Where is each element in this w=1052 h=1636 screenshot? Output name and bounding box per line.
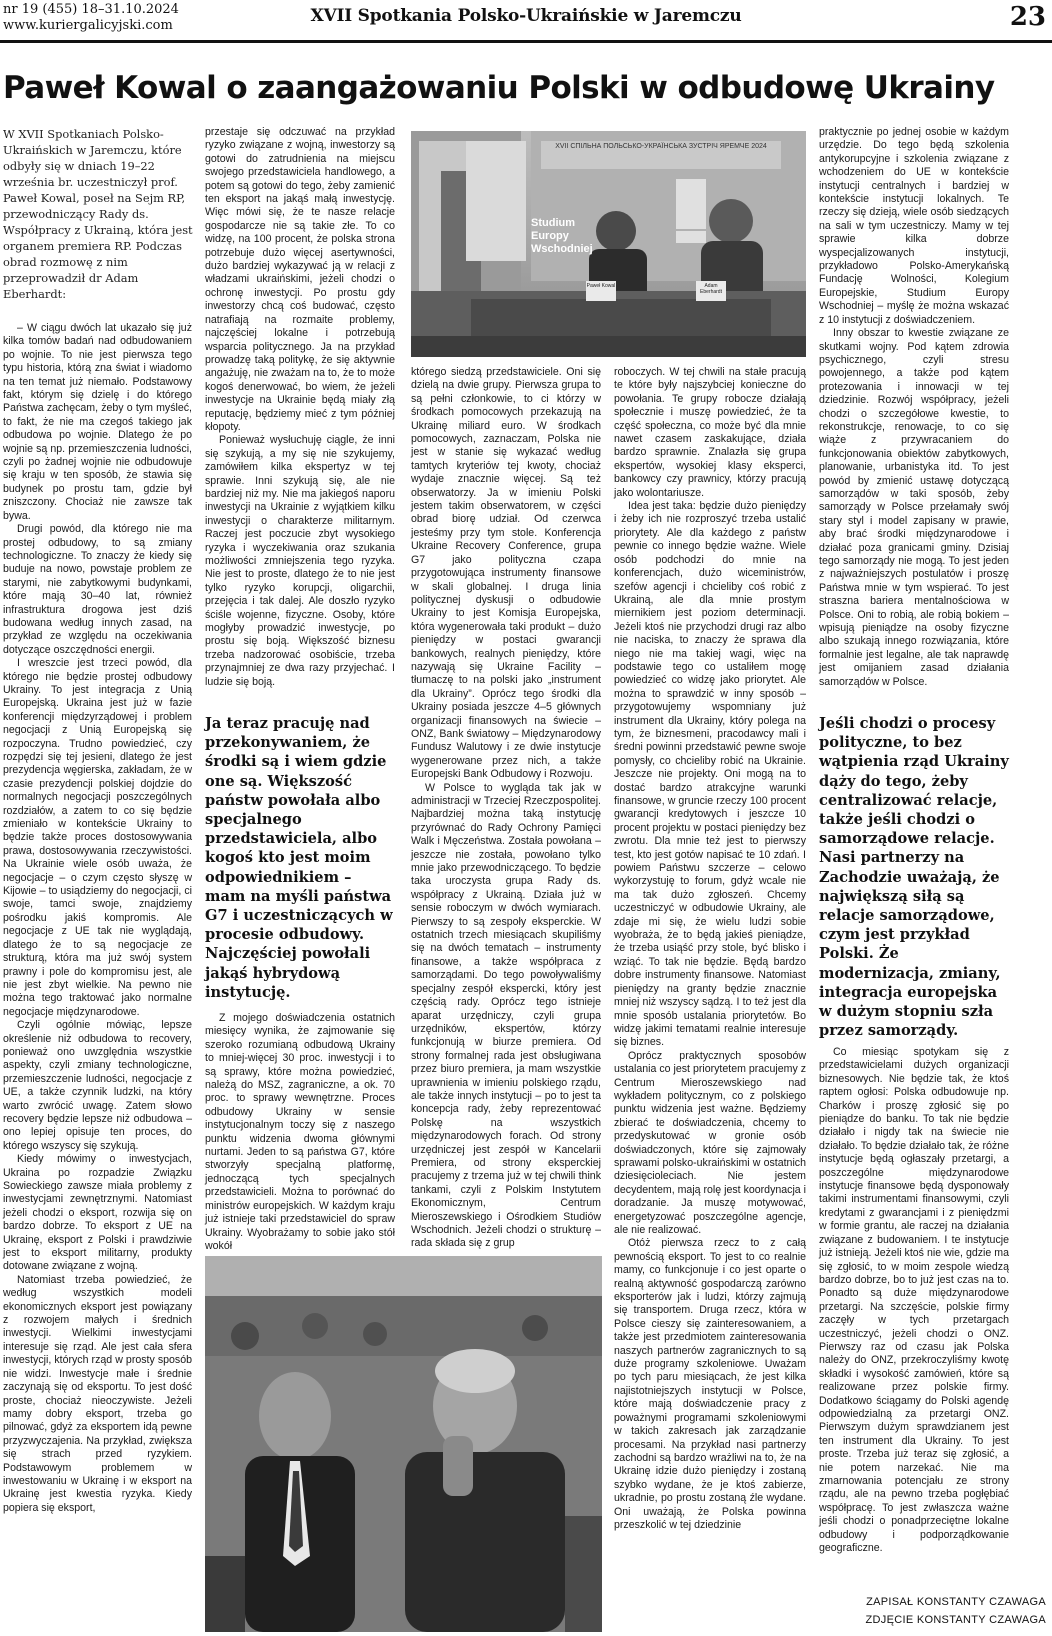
article-column-3 [411, 366, 601, 1256]
article-column-5-continued [819, 1046, 1009, 1588]
paragraph: Drugi powód, dla którego nie ma prostej odbudowy, to są zmiany technologiczne. To znaczy że kiedy się buduje na nowo, powstaje problem ze starymi, nie zabytkowymi budynkami, które mają 30–40 lat, również infrastruktura drogowa jest dziś budowana według innych zasad, na przykład ze względu na oczekiwania dotyczące oszczędności energii. [3, 523, 192, 656]
paragraph: praktycznie po jednej osobie w każdym urzędzie. Do tego będą szkolenia antykorupcyjne i szkolenia związane z wchodzeniem do UE w kontekście instytucji centralnych i bardziej w kontekście instytucji lokalnych. Te rzeczy się dzieją, wiele osób siedzących na sali w tym uczestniczy. Mamy w tej sprawie kilka dobrze wyspecjalizowanych instytucji, przykładowo Polsko-Amerykańską Fundację Wolności, Kolegium Europejskie, Studium Europy Wschodniej – myślę że można wskazać z 10 instytucji z doświadczeniem. [819, 126, 1009, 326]
paragraph: Oprócz praktycznych sposobów ustalania co jest priorytetem pracujemy z Centrum Mieroszewskiego nad wykładem politycznym, co z polskiego punktu widzenia jest ważne. Będziemy zbierać te doświadczenia, chcemy to przedyskutować w gronie osób doświadczonych, które się zajmowały sprawami polsko-ukraińskimi w ostatnich dziesięcioleciach. Nie jestem decydentem, mają rolę jest koordynacja i doradzanie. Ja muszę motywować, energetyzować poszczególne agencje, ale nie realizować. [614, 1049, 806, 1236]
wall-text: XVII СПІЛЬНА ПОЛЬСЬКО-УКРАЇНСЬКА ЗУСТРІЧ ЯРЕМЧЕ 2024 [555, 143, 767, 150]
banner-text: Studium Europy Wschodniej [531, 217, 593, 255]
paragraph: Z mojego doświadczenia ostatnich miesięcy wynika, że zajmowanie się szeroko rozumianą odbudową Ukrainy to mniej-więcej 30 proc. inwestycji i to są sprawy, które można powiedzieć, należą do MSZ, zagraniczne, a ok. 70 proc. to sprawy wewnętrzne. Proces odbudowy Ukrainy w sensie instytucjonalnym toczy się z naszego punktu widzenia dwoma głównymi nurtami. Jeden to są państwa G7, które stworzyły specjalną platformę, jednoczącą tych specjalnych przedstawicieli. Można to porównać do ministrów europejskich. W każdym kraju już istnieje taki przedstawiciel do spraw Ukrainy. Wyobrażamy to sobie jako stół wokół [205, 1012, 395, 1252]
pull-quote-2: Jeśli chodzi o procesy polityczne, to bez wątpienia rząd Ukrainy dąży do tego, żeby centralizować relacje, także jeśli chodzi o samorządowe relacje. Nasi partnerzy na Zachodzie uważają, że największą siłą są relacje samorządowe, czym jest przykład Polski. Że modernizacja, zmiany, integracja europejska w dużym stopniu szła przez samorządy. [819, 715, 1009, 1040]
article-column-1 [3, 322, 192, 1634]
photo-credit: ZDJĘCIE KONSTANTY CZAWAGA [865, 1614, 1046, 1626]
conference-photo [411, 131, 806, 357]
nameplate-left: Paweł Kowal [586, 283, 616, 289]
section-title: XVII Spotkania Polsko-Ukraińskie w Jaremczu [310, 6, 742, 26]
paragraph: I wreszcie jest trzeci powód, dla którego nie będzie prostej odbudowy Ukrainy. To jest integracja z Unią Europejską. Ukraina jest już w fazie konferencji międzyrządowej i problem negocjacji z Unią Europejską się rozpoczyna. Trudno powiedzieć, czy rozpędzi się tej jesieni, dlatego że jest prezydencja węgierska, zakładam, że w czasie prezydencji polskiej dojdzie do normalnych negocjacji poszczególnych rozdziałów, a zatem to co się będzie zmieniało w kontekście Ukrainy to będzie także proces dostosowywania prawa, dostosowywania rzeczywistości. Na Ukrainie wiele osób uważa, że negocjacje – o czym często słyszę w Kijowie – to usiądziemy do negocjacji, ci swoje, tamci swoje, znajdziemy pośrodku jakiś kompromis. Ale negocjacje z UE tak nie wyglądają, dlatego że to są negocjacje ze strukturą, która ma już swój system prawny i pole do kompromisu jest, ale nie jest zbyt wielkie. Na pewno nie można tego traktować jako normalne negocjacje międzynarodowe. [3, 657, 192, 1018]
page-number: 23 [1009, 2, 1046, 32]
paragraph: Natomiast trzeba powiedzieć, że według wszystkich modeli ekonomicznych eksport jest powiązany z rozwojem małych i średnich inwestycji. Wielkimi inwestycjami interesuje się rząd. Ale jest cała sfera inwestycji, których rząd w prosty sposób nie widzi. Inwestycje małe i średnie zaczynają się od eksportu. To jest dość proste, chociaż nieoczywiste. Jeżeli mamy dobry eksport, trzeba go pilnować, gdyż za eksportem idą pewne przyzwyczajenia. Na przykład, zwiększa się strach przed ryzykiem. Podstawowym problemem w inwestowaniu w Ukrainę i w eksport na Ukrainę jest kwestia ryzyka. Kiedy popiera się eksport, [3, 1273, 192, 1514]
pull-quote-1: Ja teraz pracuję nad przekonywaniem, że środki są i wiem gdzie one są. Większość państw powołała albo specjalnego przedstawiciela, albo kogoś kto jest moim odpowiednikiem – mam na myśli państwa G7 i uczestniczących w procesie odbudowy. Najczęściej powołali jakąś hybrydową instytucję. [205, 715, 393, 1001]
paragraph: Czyli ogólnie mówiąc, lepsze określenie niż odbudowa to recovery, ponieważ ono uwzględnia wszystkie aspekty, czyli zmiany technologiczne, przemieszczenie ludności, negocjacje z UE, a także czynnik ludzki, na który warto zwrócić uwagę. Zatem słowo recovery będzie lepsze niż odbudowa – ono lepiej opisuje ten proces, do którego wszyscy się szykują. [3, 1019, 192, 1152]
article-column-5 [819, 126, 1009, 708]
audience-photo [205, 1256, 602, 1632]
paragraph: W Polsce to wygląda tak jak w administracji w Trzeciej Rzeczpospolitej. Najbardziej można taką instytucję przyrównać do Rady Ochrony Pamięci Walk i Męczeństwa. Została powołana – jeszcze nie została, powołano tylko mnie jako przewodniczącego. To będzie taka uroczysta grupa Rady ds. współpracy z Ukrainą. Działa już w sensie roboczym w dwóch wymiarach. Pierwszy to są zespoły eksperckie. W ostatnich trzech miesiącach skupiliśmy się na dwóch tematach – instrumenty finansowe, a także współpraca z samorządami. Do tego powoływaliśmy specjalny zespół ekspercki, który jest częścią rady. Oprócz tego istnieje aparat urzędniczy, czyli grupa urzędników, ekspertów, którzy funkcjonują w biurze premiera. Od strony formalnej rada jest obsługiwana przez biuro premiera, ja mam wszystkie uprawnienia w imieniu polskiego rządu, ale także innych instytucji – po to jest ta koncepcja rady, żeby reprezentować Polskę na wszystkich międzynarodowych forach. Od strony urzędniczej jest zespół w Kancelarii Premiera, od strony eksperckiej pracujemy z trzema już w tej chwili think tankami, czyli z Polskim Instytutem Ekonomicznym, Centrum Mieroszewskiego i Ośrodkiem Studiów Wschodnich. Jeżeli chodzi o strukturę – rada składa się z grup [411, 781, 601, 1250]
paragraph: Co miesiąc spotykam się z przedstawicielami dużych organizacji biznesowych. Nie będzie tak, że ktoś raptem ogłosi: Polska odbudowuje np. Charków i proszę zgłosić się po pieniądze do banku. To tak nie będzie działało i nigdy tak na świecie nie działało. To będzie działało tak, że różne instytucje będą ogłaszały przetargi, a poszczególne międzynarodowe instytucje finansowe będą dysponowały takimi instrumentami finansowymi, czyli kredytami z gwarancjami i z pieniędzmi w formie grantu, ale raczej na działania związane z budowaniem. I te instytucje już istnieją. Jeżeli ktoś nie wie, gdzie ma się zgłosić, to w moim zespole wiedzą bardzo dobrze, bo to już jest czas na to. Ponadto są duże międzynarodowe przetargi. Na szczęście, polskie firmy zaczęły w tych przetargach uczestniczyć, jeżeli chodzi o ONZ. Pierwszy raz od czasu jak Polska należy do ONZ, przekroczyliśmy kwotę składki i wysokość zamówień, które są realizowane przez polskie firmy. Dodatkowo ściągamy do Polski agendę odpowiedzialną za przetargi ONZ. Pierwszym dużym sprawdzianem jest ten instrument dla Ukrainy. To jest proste. Trzeba już teraz się zgłosić, a nie potem narzekać. Nie ma zmarnowania potencjału ze strony rządu, ale na pewno trzeba pogłębiać współpracę. To jest zwłaszcza ważne jeśli chodzi o ponadprzeciętne lokalne odbudowy i podporządkowanie geograficzne. [819, 1046, 1009, 1555]
article-headline: Paweł Kowal o zaangażowaniu Polski w odbudowę Ukrainy [3, 70, 995, 106]
paragraph: roboczych. W tej chwili na stałe pracują te które były najszybciej konieczne do powołania. Te grupy robocze działają społecznie i muszę powiedzieć, że ta część społeczna, co może być dla mnie nawet czasem zaskakujące, działa bardzo sprawnie. Znalazła się grupa ekspertów, wysokiej klasy eksperci, bankowcy czy prawnicy, którzy pracują jako wolontariusze. [614, 366, 806, 499]
paragraph: przestaje się odczuwać na przykład ryzyko związane z wojną, inwestorzy są gotowi do zatrudnienia na miejscu swojego przedstawiciela handlowego, a potem są gotowi do tego, żeby zamienić ten eksport na jakąś małą inwestycję. Więc mówi się, że te nasze relacje gospodarcze nie są takie złe. To co widzę, na 100 procent, że polska strona potrzebuje dużo więcej asertywności, dużo bardziej wykazywać ją w relacji z władzami ukraińskimi, jeżeli chodzi o ochronę inwestycji. Po prostu gdy inwestorzy chcą coś budować, często natrafiają na rozmaite problemy, najczęściej lokalne i potrzebują wsparcia politycznego. Ja na przykład prowadzę taką politykę, że się aktywnie angażuję, nie zważam na to, że to może kogoś denerwować, bo wiem, że jeżeli inwestycje na Ukrainie będą miały złą reputację, będziemy mieć z tym później kłopoty. [205, 126, 395, 433]
article-lead: W XVII Spotkaniach Polsko-Ukraińskich w Jaremczu, które odbyły się w dniach 19–22 września br. uczestniczył prof. Paweł Kowal, poseł na Sejm RP, przewodniczący Rady ds. Współpracy z Ukrainą, która jest organem premiera RP. Podczas obrad rozmowę z nim przeprowadził dr Adam Eberhardt: [3, 127, 193, 301]
nameplate-right: Adam Eberhardt [700, 283, 722, 295]
website-url[interactable]: www.kuriergalicyjski.com [3, 18, 173, 33]
paragraph: Ponieważ wysłuchuję ciągle, że inni się szykują, a my się nie szykujemy, zamówiłem kilka ekspertyz w tej sprawie. Inni szykują się, ale nie bardziej niż my. Nie ma jakiegoś naporu inwestycji na Ukrainie z wyjątkiem kilku inwestycji o charakterze militarnym. Raczej jest poczucie zbyt wysokiego ryzyka i wyczekiwania oraz szukania możliwości zmniejszenia tego ryzyka. Nie jest to proste, dlatego że to nie jest tylko ryzyko korupcji, oligarchii, przejęcia i tak dalej. Ale doszło ryzyko ściśle wojenne, fizyczne. Osoby, które mogłyby prowadzić inwestycje, po prostu się boją. Większość biznesu trzeba nadzorować osobiście, trzeba przynajmniej ze dwa razy przyjechać. I ludzie się boją. [205, 434, 395, 688]
paragraph: Inny obszar to kwestie związane ze skutkami wojny. Pod kątem zdrowia psychicznego, czyli stresu powojennego, a także pod kątem protezowania i innowacji w tej dziedzinie. Rozwój współpracy, jeżeli chodzi o szczegółowe kwestie, to rekonstrukcje, renowacje, to co się wiąże z przywracaniem do funkcjonowania obiektów zabytkowych, planowanie, urbanistyka itd. To jest powód by zmienić ustawę dotyczącą samorządów w taki sposób, żeby samorządy w Polsce przełamały swój stary styl i model zapisany w prawie, aby brać środki międzynarodowe i działać poza granicami gminy. Dzisiaj tego samorządy nie mogą. To jest jeden z najważniejszych postulatów i proszę Państwa mnie w tym wspierać. To jest straszna bariera mentalnościowa w Polsce. Oni to robią, ale robią bokiem – wpisują pieniądze na osoby fizyczne albo szukają innego rozwiązania, które formalnie jest legalne, ale tak naprawdę jest omijaniem zasad działania samorządów w Polsce. [819, 327, 1009, 688]
paragraph: Idea jest taka: będzie dużo pieniędzy i żeby ich nie rozproszyć trzeba ustalić priorytety. Ale dla każdego z państw pewnie co innego będzie ważne. Wiele osób podchodzi do mnie na konferencjach, dużo wiceministrów, szefów agencji i chcieliby coś robić z Ukrainą, ale dla mnie prostym miernikiem jest poziom determinacji. Jeżeli ktoś nie przychodzi drugi raz albo nie naciska, to znaczy że sprawa dla niego nie ma takiej wagi, więc na podstawie tego co ustaliłem mogę powiedzieć co widzę jako priorytet. Ale można to sprawdzić w inny sposób – przygotowujemy wspomniany już instrument dla Ukrainy, który polega na tym, że biznesmeni, pracodawcy mali i średni powinni przedstawić pewne swoje pomysły, co chcieliby robić na Ukrainie. Jeszcze nie projekty. Oni mogą na to dostać bardzo atrakcyjne warunki finansowe, w gruncie rzeczy 100 procent gwarancji kredytowych i jeszcze 10 procent projektu w postaci pieniędzy bez zwrotu. Dla mnie też jest to pierwszy test, kto jest gotów napisać te 10 zdań. I powiem Państwu szczerze – celowo wykorzystuję to forum, gdyż wcale nie ma tak dużo zgłoszeń. Chcemy uczestniczyć w odbudowie Ukrainy, ale zdaje mi się, że wielu ludzi sobie wyobraża, że to będą jakieś pieniądze, że trzeba usiąść przy stole, być blisko i wziąć. To tak nie będzie. Będą bardzo dobre instrumenty finansowe. Natomiast pieniędzy na granty będzie znacznie mniej niż wszyscy sądzą. I to też jest dla mnie sposób ustalania priorytetów. Bo widzę jakimi tematami realnie interesuje się biznes. [614, 500, 806, 1049]
issue-number: nr 19 (455) 18–31.10.2024 [3, 2, 179, 17]
paragraph: którego siedzą przedstawiciele. Oni się dzielą na dwie grupy. Pierwsza grupa to są pełni członkowie, to ci którzy w środkach pomocowych przekazują na Ukrainę miliard euro. W środkach pomocowych, zaznaczam, Polska nie jest w stanie się wykazać według tamtych kryteriów tej kwoty, chociaż wydaje znacznie więcej. Są też obserwatorzy. Ja w imieniu Polski jestem takim obserwatorem, w części obrad biorę udział. Od czerwca jesteśmy przy tym stole. Konferencja Ukraine Recovery Conference, grupa G7 jako polityczna czapa przygotowująca instrumenty finansowe w skali globalnej. I druga linia politycznej dyskusji o odbudowie Ukrainy to jest Komisja Europejska, która wygenerowała taki produkt – dużo pieniędzy w postaci gwarancji bankowych, realnych pieniędzy, które nazywają się Ukraine Facility – tłumaczę to na polski jako „instrument dla Ukrainy”. Oprócz tego środki dla Ukrainy posiada jeszcze 4–5 głównych organizacji finansowych na świecie – ONZ, Bank światowy – Międzynarodowy Fundusz Walutowy i ze dwie instytucje wygenerowane przez nich, a także Europejski Bank Odbudowy i Rozwoju. [411, 366, 601, 781]
article-column-2 [205, 126, 395, 708]
paragraph: Otóż pierwsza rzecz to z całą pewnością eksport. To jest to co realnie mamy, co funkcjonuje i co jest oparte o realną aktywność gospodarczą zarówno eksporterów jak i ludzi, którzy zajmują się transportem. Druga rzecz, która w Polsce cieszy się zainteresowaniem, a także jest przedmiotem zainteresowania naszych partnerów zagranicznych to są duże programy szkoleniowe. Uważam po tych paru miesiącach, że jest kilka najistotniejszych instytucji w Polsce, które mają doświadczenie pracy z poważnymi programami szkoleniowymi w takich zakresach jak zarządzanie procesami. Na przykład nasi partnerzy zachodni są bardzo wrażliwi na to, że na Ukrainę idzie dużo pieniędzy i zostaną szybko wydane, że je ktoś zabierze, ukradnie, po prostu zostaną źle wydane. Oni uważają, że Polska powinna przeszkolić w tej dziedzinie [614, 1237, 806, 1531]
article-column-2-continued [205, 1012, 395, 1252]
article-column-4 [614, 366, 806, 1634]
header-divider [0, 40, 1052, 43]
author-credit: ZAPISAŁ KONSTANTY CZAWAGA [866, 1596, 1046, 1608]
paragraph: Kiedy mówimy o inwestycjach, Ukraina po rozpadzie Związku Sowieckiego zawsze miała problemy z inwestycjami zewnętrznymi. Natomiast jeżeli chodzi o eksport, rozwija się on bardzo dobrze. To eksport z UE na Ukrainę, eksport z Polski i prawdziwie jest to eksport militarny, produkty dotowane związane z wojną. [3, 1153, 192, 1273]
paragraph: – W ciągu dwóch lat ukazało się już kilka tomów badań nad odbudowaniem po wojnie. To nie jest pierwsza tego typu historia, którą zna świat i wiadomo na ten temat już niemało. Podstawowy fakt, którym się dzielę i do którego Państwa zachęcam, żeby o tym myśleć, to fakt, że nie ma czegoś takiego jak odbudowa po wojnie. Dlatego że po wojnie są np. przemieszczenia ludności, czyli po żadnej wojnie nie odbudowuje się kraju w ten sposób, że stawia się budynek po prostu tam, gdzie był zniszczony. Chociaż nie zawsze tak bywa. [3, 322, 192, 522]
